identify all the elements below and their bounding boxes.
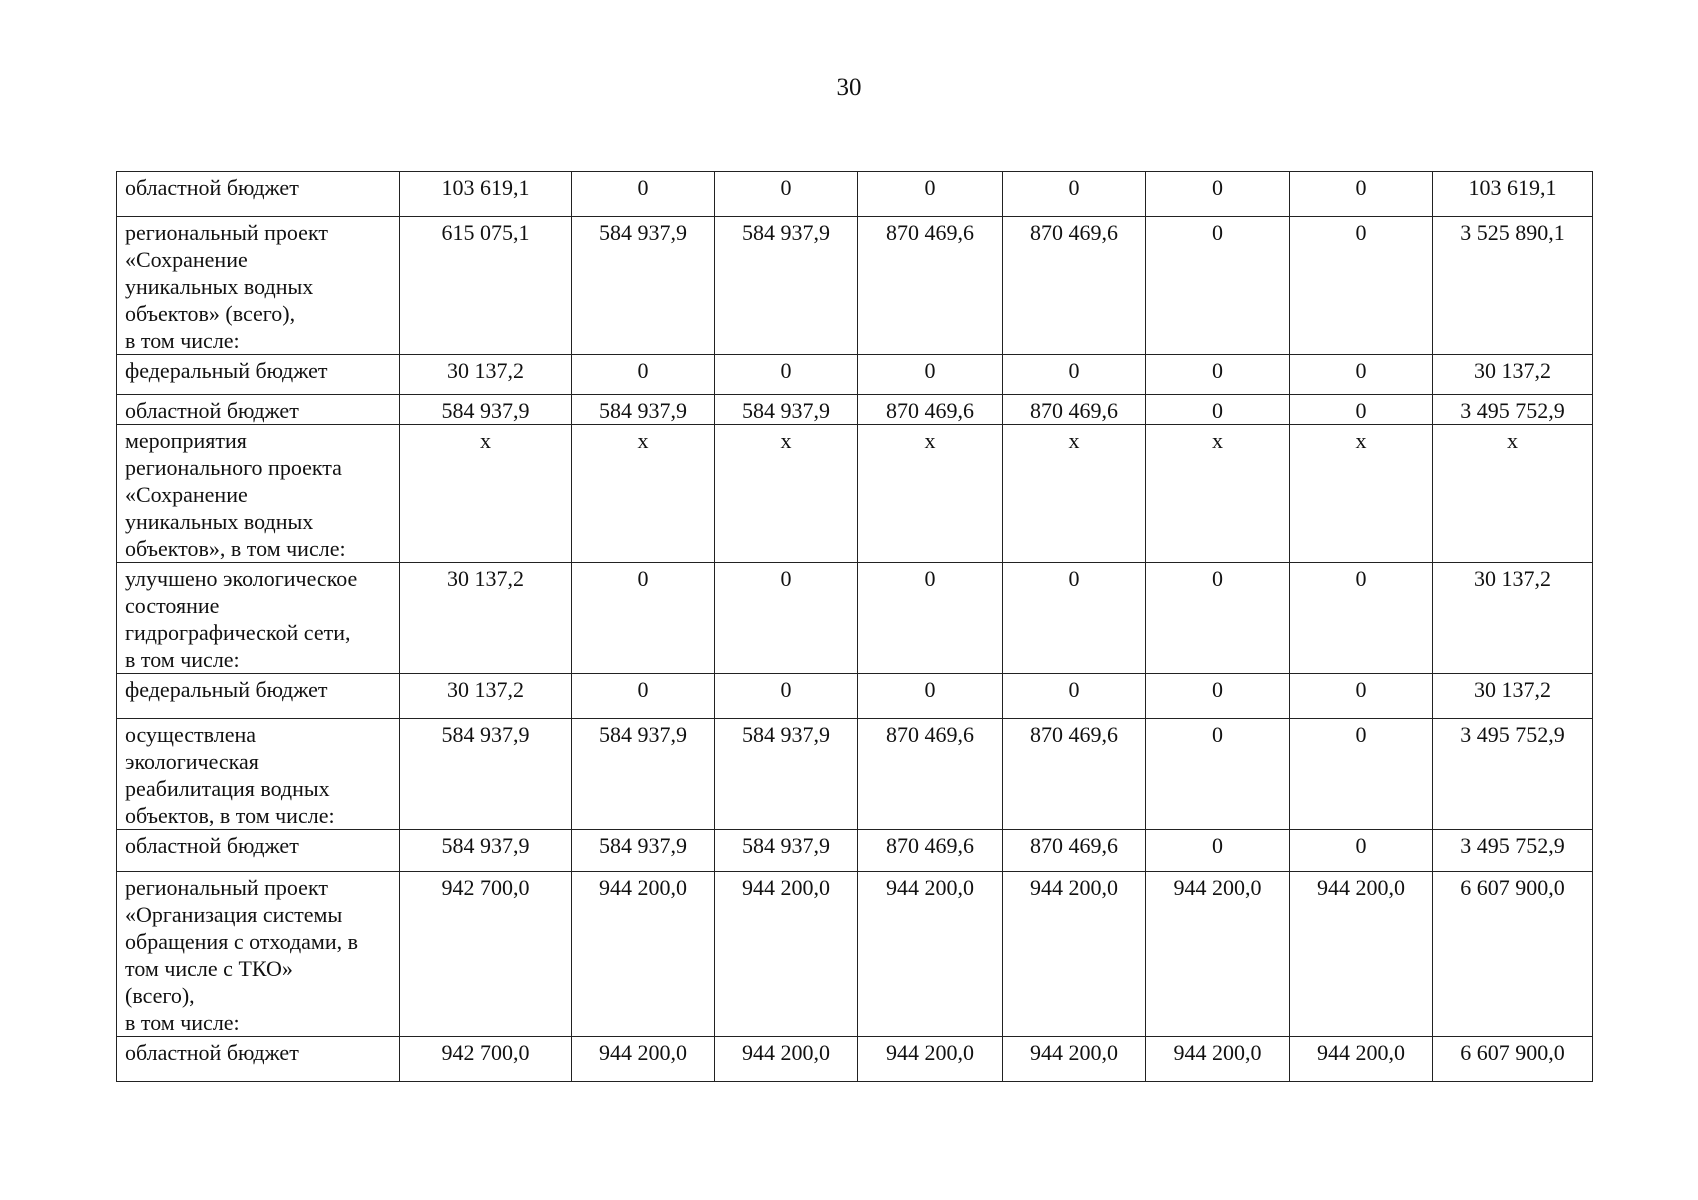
table-cell: 6 607 900,0 bbox=[1433, 1037, 1593, 1082]
table-cell: 615 075,1 bbox=[400, 217, 572, 355]
table-cell: 3 525 890,1 bbox=[1433, 217, 1593, 355]
table-cell: 870 469,6 bbox=[858, 395, 1003, 425]
table-cell: 30 137,2 bbox=[400, 355, 572, 395]
table-cell: 584 937,9 bbox=[715, 217, 858, 355]
table-row bbox=[117, 830, 1593, 872]
table-cell: 0 bbox=[715, 355, 858, 395]
table-cell: 870 469,6 bbox=[1003, 217, 1146, 355]
table-cell: 0 bbox=[1146, 719, 1290, 830]
table-cell: 0 bbox=[1290, 172, 1433, 217]
table-cell: 942 700,0 bbox=[400, 872, 572, 1037]
table-cell: 0 bbox=[858, 674, 1003, 719]
row-label: федеральный бюджет bbox=[117, 355, 400, 395]
table-cell: 0 bbox=[858, 563, 1003, 674]
table-cell: 584 937,9 bbox=[572, 719, 715, 830]
table-cell: 0 bbox=[1146, 172, 1290, 217]
table-cell: 0 bbox=[1290, 830, 1433, 872]
table-cell: 944 200,0 bbox=[1290, 872, 1433, 1037]
table-row bbox=[117, 172, 1593, 217]
table-cell: 0 bbox=[1146, 563, 1290, 674]
table-cell: 584 937,9 bbox=[715, 830, 858, 872]
table-cell: 944 200,0 bbox=[858, 872, 1003, 1037]
table-cell: 942 700,0 bbox=[400, 1037, 572, 1082]
table-cell: 944 200,0 bbox=[858, 1037, 1003, 1082]
table-cell: x bbox=[572, 425, 715, 563]
table-cell: 0 bbox=[572, 172, 715, 217]
table-cell: 0 bbox=[1290, 563, 1433, 674]
table-row bbox=[117, 217, 1593, 355]
table-cell: x bbox=[715, 425, 858, 563]
table-cell: 584 937,9 bbox=[572, 395, 715, 425]
budget-table-body bbox=[117, 172, 1593, 1082]
table-cell: 0 bbox=[572, 674, 715, 719]
row-label: мероприятия регионального проекта «Сохранение уникальных водных объектов», в том числе: bbox=[117, 425, 400, 563]
table-cell: 944 200,0 bbox=[572, 872, 715, 1037]
table-cell: 944 200,0 bbox=[715, 1037, 858, 1082]
table-cell: 30 137,2 bbox=[1433, 674, 1593, 719]
table-row bbox=[117, 355, 1593, 395]
table-cell: 0 bbox=[1146, 395, 1290, 425]
table-row bbox=[117, 872, 1593, 1037]
table-cell: 944 200,0 bbox=[1146, 872, 1290, 1037]
table-cell: 30 137,2 bbox=[400, 563, 572, 674]
table-cell: 0 bbox=[1003, 172, 1146, 217]
table-cell: 584 937,9 bbox=[715, 395, 858, 425]
table-cell: 0 bbox=[572, 563, 715, 674]
table-cell: 0 bbox=[1003, 563, 1146, 674]
row-label: федеральный бюджет bbox=[117, 674, 400, 719]
table-cell: 0 bbox=[858, 355, 1003, 395]
table-cell: 584 937,9 bbox=[572, 217, 715, 355]
row-label: областной бюджет bbox=[117, 1037, 400, 1082]
table-cell: 0 bbox=[1146, 830, 1290, 872]
table-cell: 0 bbox=[572, 355, 715, 395]
row-label: осуществлена экологическая реабилитация водных объектов, в том числе: bbox=[117, 719, 400, 830]
table-cell: x bbox=[1290, 425, 1433, 563]
table-cell: 0 bbox=[1290, 217, 1433, 355]
table-cell: 0 bbox=[1290, 719, 1433, 830]
table-cell: x bbox=[400, 425, 572, 563]
row-label: областной бюджет bbox=[117, 395, 400, 425]
table-cell: 6 607 900,0 bbox=[1433, 872, 1593, 1037]
page-number: 30 bbox=[836, 74, 862, 101]
table-cell: 0 bbox=[715, 563, 858, 674]
table-row bbox=[117, 1037, 1593, 1082]
table-cell: 944 200,0 bbox=[572, 1037, 715, 1082]
table-cell: x bbox=[858, 425, 1003, 563]
table-row bbox=[117, 719, 1593, 830]
table-cell: 0 bbox=[1003, 355, 1146, 395]
table-cell: 944 200,0 bbox=[1146, 1037, 1290, 1082]
row-label: областной бюджет bbox=[117, 172, 400, 217]
row-label: региональный проект «Организация системы обращения с отходами, в том числе с ТКО» (всего), в том числе: bbox=[117, 872, 400, 1037]
table-cell: 584 937,9 bbox=[572, 830, 715, 872]
table-cell: 944 200,0 bbox=[715, 872, 858, 1037]
budget-table bbox=[116, 171, 1593, 1082]
table-cell: 3 495 752,9 bbox=[1433, 830, 1593, 872]
table-cell: 0 bbox=[715, 674, 858, 719]
table-cell: 0 bbox=[1146, 674, 1290, 719]
table-cell: 0 bbox=[1290, 355, 1433, 395]
table-cell: 870 469,6 bbox=[1003, 719, 1146, 830]
table-cell: 0 bbox=[858, 172, 1003, 217]
table-cell: 103 619,1 bbox=[400, 172, 572, 217]
table-cell: x bbox=[1146, 425, 1290, 563]
table-cell: 103 619,1 bbox=[1433, 172, 1593, 217]
table-cell: 944 200,0 bbox=[1003, 1037, 1146, 1082]
row-label: областной бюджет bbox=[117, 830, 400, 872]
row-label: улучшено экологическое состояние гидрографической сети, в том числе: bbox=[117, 563, 400, 674]
table-cell: 0 bbox=[715, 172, 858, 217]
table-cell: 870 469,6 bbox=[858, 719, 1003, 830]
table-cell: 3 495 752,9 bbox=[1433, 719, 1593, 830]
table-row bbox=[117, 425, 1593, 563]
table-cell: 0 bbox=[1146, 217, 1290, 355]
table-cell: x bbox=[1003, 425, 1146, 563]
table-cell: 30 137,2 bbox=[1433, 355, 1593, 395]
table-row bbox=[117, 674, 1593, 719]
table-cell: 0 bbox=[1290, 395, 1433, 425]
table-cell: 584 937,9 bbox=[715, 719, 858, 830]
table-cell: 584 937,9 bbox=[400, 395, 572, 425]
table-cell: 3 495 752,9 bbox=[1433, 395, 1593, 425]
table-row bbox=[117, 563, 1593, 674]
table-cell: 944 200,0 bbox=[1290, 1037, 1433, 1082]
table-cell: 584 937,9 bbox=[400, 719, 572, 830]
table-cell: 870 469,6 bbox=[1003, 830, 1146, 872]
table-cell: 30 137,2 bbox=[1433, 563, 1593, 674]
table-cell: x bbox=[1433, 425, 1593, 563]
table-cell: 30 137,2 bbox=[400, 674, 572, 719]
row-label: региональный проект «Сохранение уникальных водных объектов» (всего), в том числе: bbox=[117, 217, 400, 355]
table-cell: 870 469,6 bbox=[1003, 395, 1146, 425]
table-cell: 0 bbox=[1003, 674, 1146, 719]
table-row bbox=[117, 395, 1593, 425]
table-cell: 0 bbox=[1146, 355, 1290, 395]
table-cell: 0 bbox=[1290, 674, 1433, 719]
table-cell: 944 200,0 bbox=[1003, 872, 1146, 1037]
table-cell: 584 937,9 bbox=[400, 830, 572, 872]
table-cell: 870 469,6 bbox=[858, 217, 1003, 355]
table-cell: 870 469,6 bbox=[858, 830, 1003, 872]
